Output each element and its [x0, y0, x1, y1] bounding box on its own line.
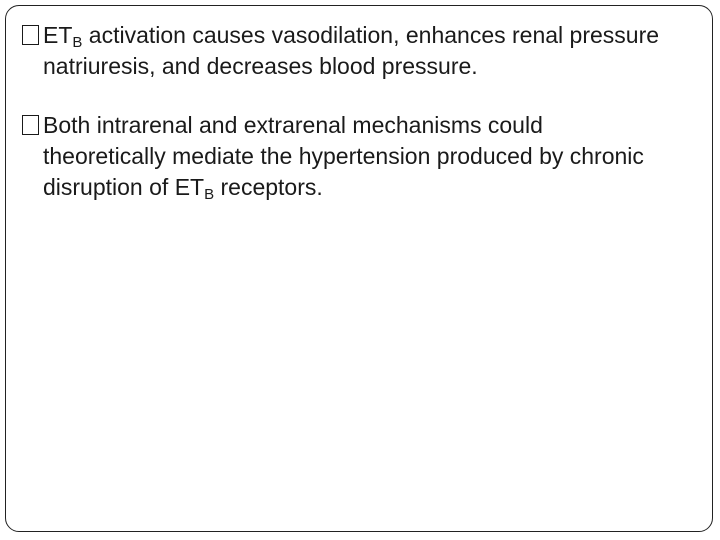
bullet-subscript: B — [204, 186, 215, 203]
bullet-lead-subscript: B — [72, 34, 83, 51]
bullet-text-after: receptors. — [214, 174, 323, 200]
bullet-item-mechanisms — [22, 110, 662, 203]
bullet-box-icon — [22, 25, 39, 45]
bullet-list — [22, 20, 662, 231]
bullet-text-before: Both intrarenal and extrarenal mechanisms could theoretically mediate the hypertension produced by chronic disruption of ET — [43, 112, 644, 200]
bullet-lead-text: ET — [43, 22, 73, 48]
bullet-box-icon — [22, 115, 39, 135]
bullet-item-etb-activation — [22, 20, 662, 82]
bullet-text: activation causes vasodilation, enhances renal pressure natriuresis, and decreases blood pressure. — [43, 22, 660, 79]
